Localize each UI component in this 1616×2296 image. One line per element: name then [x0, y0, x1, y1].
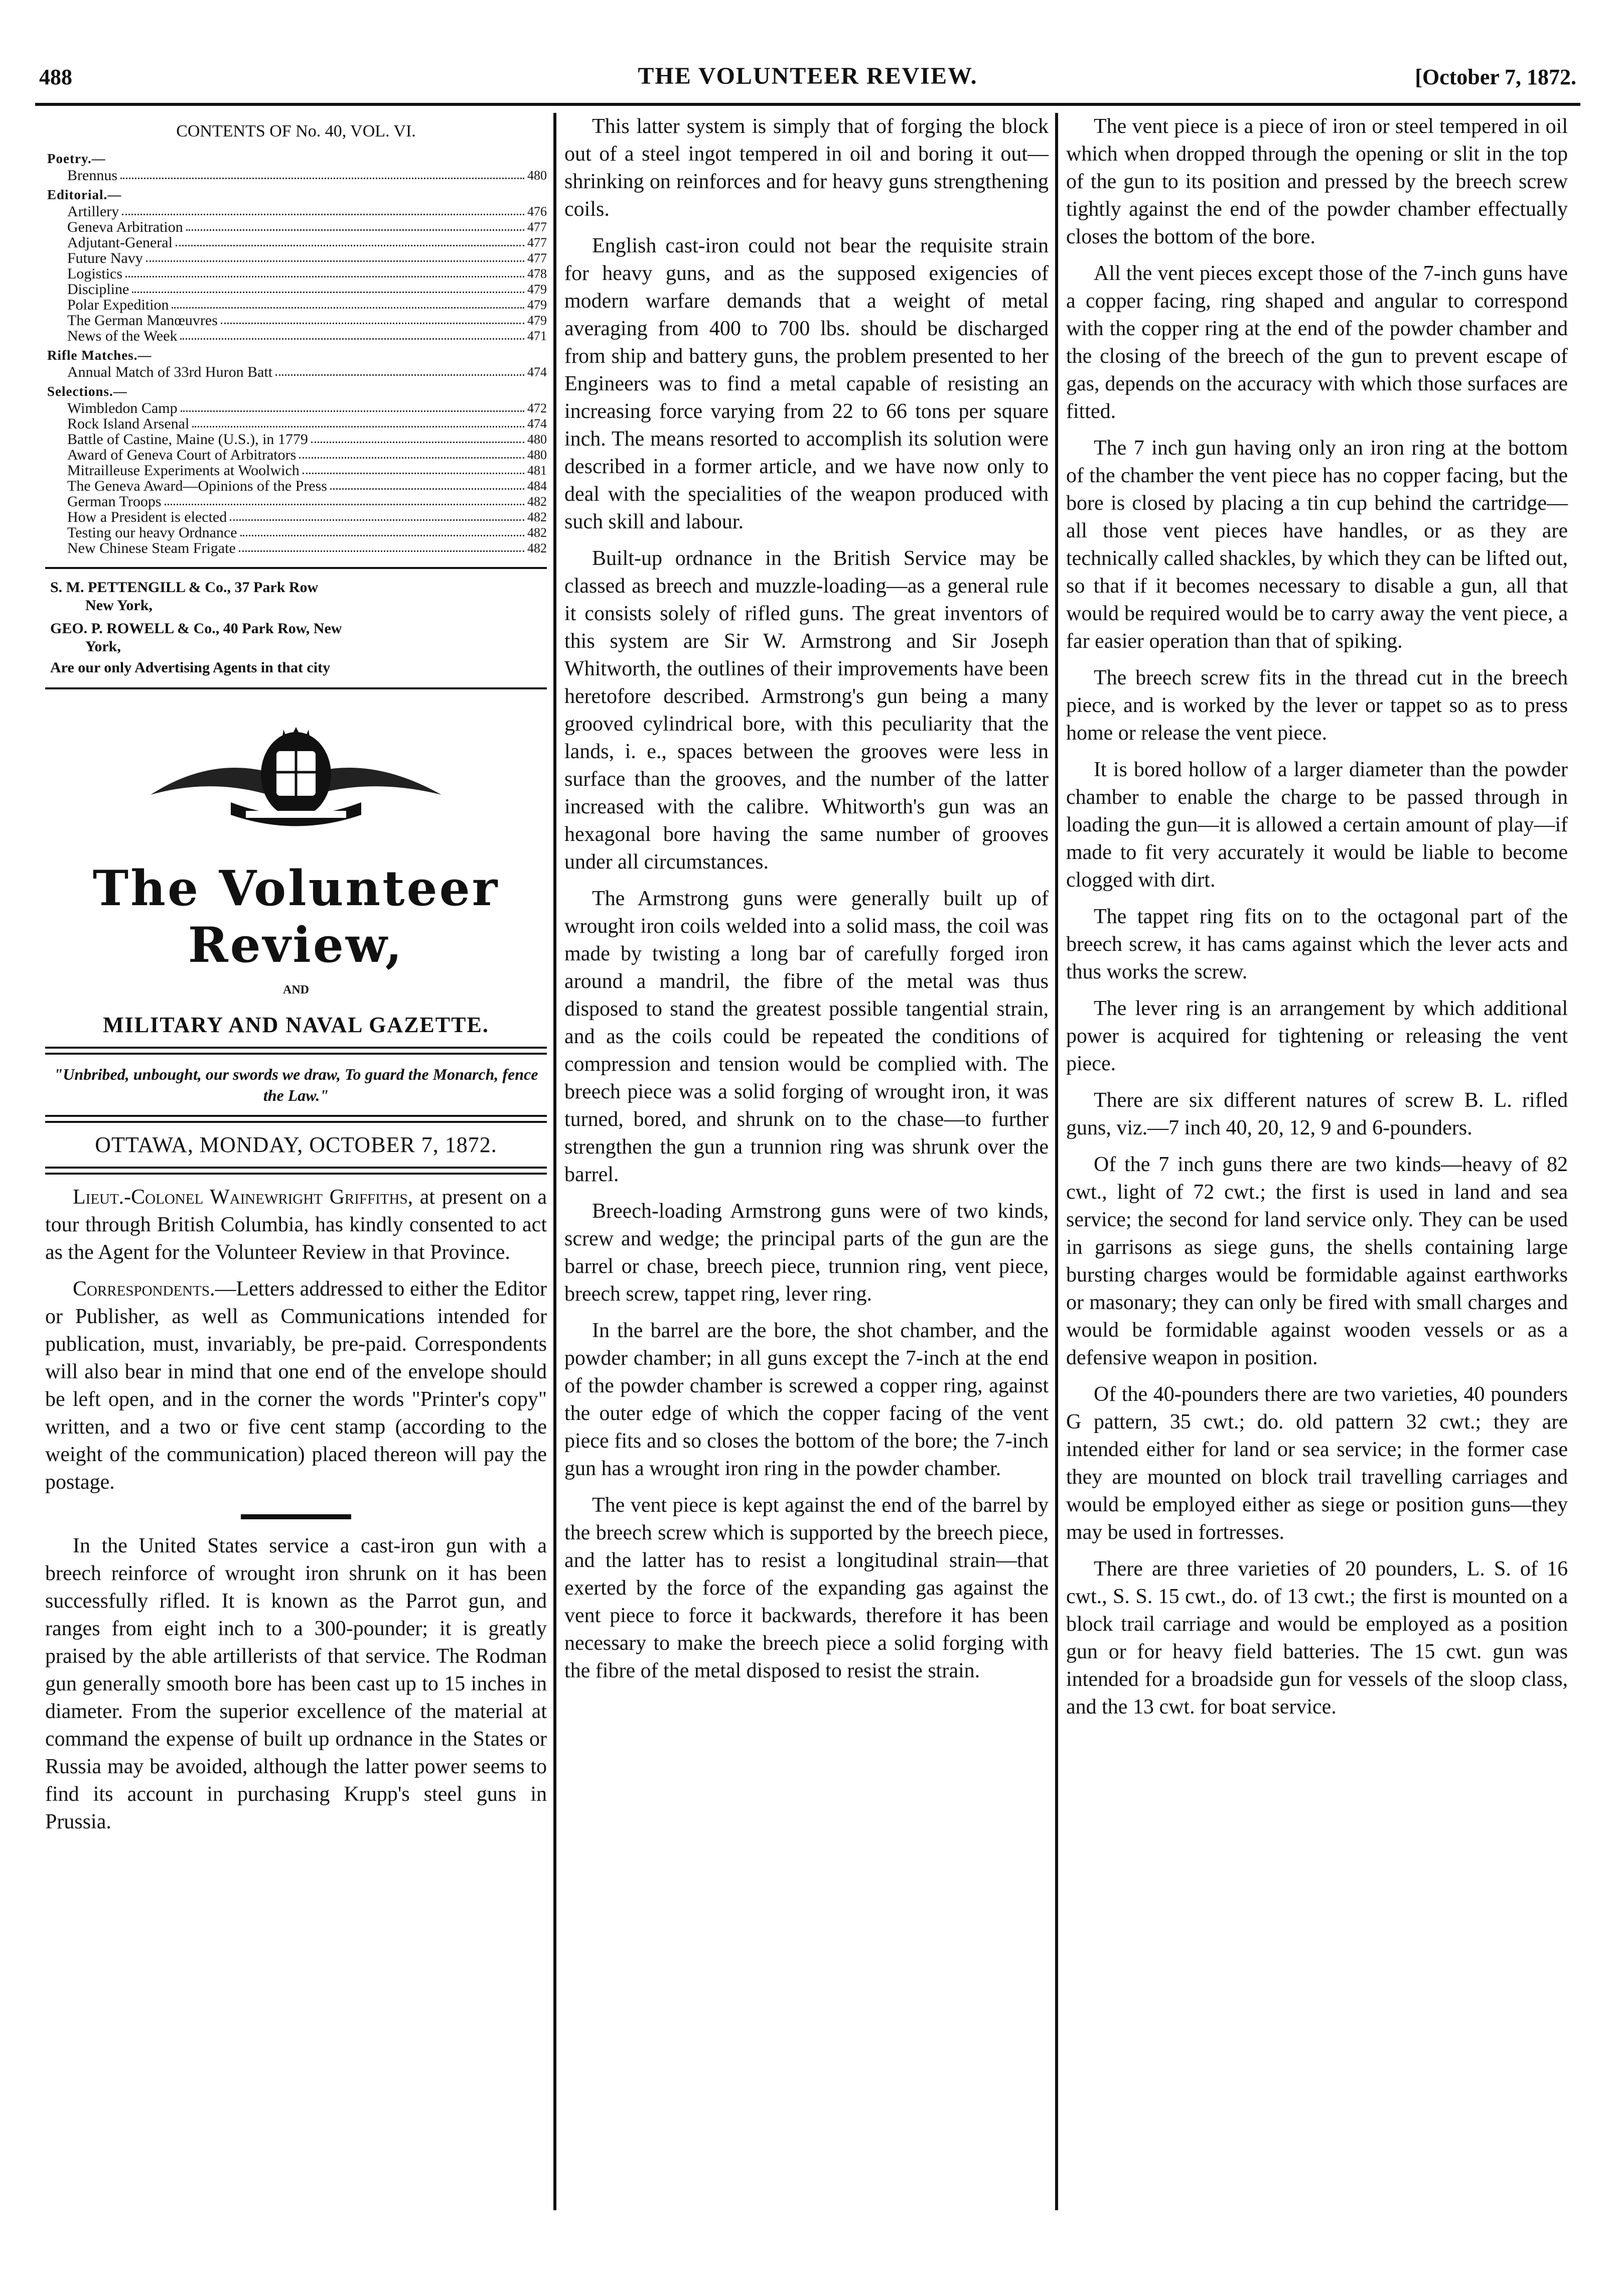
contents-item: Discipline 479 — [67, 281, 547, 298]
article-paragraph: English cast-iron could not bear the requisite strain for heavy guns, and as the supposed exigencies of modern warfare demands that a weight of metal averaging from 400 to 700 lbs. should be discharged from ship and battery guns, the problem presented to her Engineers was to find a metal capable of resisting an increasing force varying from 22 to 66 tons per square inch. The means resorted to accomplish its solution were described in a former article, and we have now only to deal with the specialities of the weapon produced with such skill and labour. — [564, 234, 1049, 533]
double-rule — [45, 1167, 547, 1175]
contents-item: Logistics 478 — [67, 265, 547, 282]
contents-item: Annual Match of 33rd Huron Batt 474 — [67, 364, 547, 380]
masthead-and: AND — [283, 983, 309, 996]
contents-title: CONTENTS OF No. 40, VOL. VI. — [176, 122, 416, 140]
article-paragraph: Breech-loading Armstrong guns were of two kinds, screw and wedge; the principal parts of the gun are the barrel or chase, breech piece, trunnion ring, vent piece, breech screw, tappet ring, lever ring. — [564, 1200, 1049, 1306]
column-3 — [1066, 113, 1568, 1730]
agent-line: New York, — [85, 597, 153, 614]
article-paragraph: Of the 40-pounders there are two varieties, 40 pounders G pattern, 35 cwt.; do. old pattern 32 cwt.; they are intended either for land or sea service; in the former case they are mounted on block trail travelling carriages and would be employed either as siege or position guns—they may be used in fortresses. — [1066, 1383, 1568, 1544]
page-header — [35, 60, 1580, 105]
contents-item: Award of Geneva Court of Arbitrators 480 — [67, 447, 547, 463]
contents-item: New Chinese Steam Frigate 482 — [67, 540, 547, 556]
contents-item: News of the Week 471 — [67, 328, 547, 344]
contents-item: Testing our heavy Ordnance 482 — [67, 524, 547, 541]
notice-body: at present on a tour through British Columbia, has kindly consented to act as the Agent for the Volunteer Review in that Province. — [45, 1186, 547, 1264]
masthead-subtitle: MILITARY AND NAVAL GAZETTE. — [103, 1013, 489, 1037]
contents-item: German Troops 482 — [67, 493, 547, 510]
notice-paragraph — [45, 1275, 547, 1496]
dateline: OTTAWA, MONDAY, OCTOBER 7, 1872. — [95, 1132, 497, 1157]
masthead-title: The Volunteer Review, — [92, 860, 500, 973]
contents-section-heading: Editorial.— — [47, 187, 122, 202]
article-paragraph: The 7 inch gun having only an iron ring at the bottom of the chamber the vent piece has no copper facing, but the bore is closed by placing a tin cup behind the cartridge—all those vent pieces have handles, or as they are technically called shackles, by which they can be lifted out, so that if it becomes necessary to disable a gun, all that would be required would be to carry away the vent piece, a far easier operation than that of spiking. — [1066, 437, 1568, 653]
running-title: THE VOLUNTEER REVIEW. — [638, 63, 978, 89]
article-paragraph: In the barrel are the bore, the shot chamber, and the powder chamber; in all guns except the 7-inch at the end of the powder chamber is screwed a copper ring, against the outer edge of which the copper facing of the vent piece fits and so closes the bottom of the bore; the 7-inch gun has a wrought iron ring in the powder chamber. — [564, 1319, 1049, 1480]
contents-section-heading: Selections.— — [47, 384, 127, 399]
agent-line: York, — [85, 638, 121, 655]
column-rule — [1055, 113, 1058, 2210]
royal-crest-icon — [140, 720, 452, 835]
contents-section-heading: Rifle Matches.— — [47, 348, 152, 363]
article-paragraph: The vent piece is a piece of iron or steel tempered in oil which when dropped through the opening or slit in the top of the gun to its position and pressed by the breech screw tightly against the end of the powder chamber effectually closes the bottom of the bore. — [1066, 115, 1568, 248]
notice-lead: Lieut.-Colonel Wainewright Griffiths, — [73, 1186, 413, 1209]
double-rule — [45, 1115, 547, 1123]
notice-lead: Correspondents. — [73, 1277, 215, 1301]
contents-item: Mitrailleuse Experiments at Woolwich 481 — [67, 462, 547, 479]
agent-line: S. M. PETTENGILL & Co., 37 Park Row — [50, 579, 319, 596]
section-rule — [45, 687, 547, 689]
column-rule — [553, 113, 556, 2210]
notice-body: —Letters addressed to either the Editor or Publisher, as well as Communications intended for publication, must, invariably, be pre-paid. Correspondents will also bear in mind that one end of the envelope should be left open, and in the corner the words "Printer's copy" written, and a two or five cent stamp (according to the weight of the communication) placed thereon will pay the postage. — [45, 1277, 547, 1494]
contents-item: Artillery 476 — [67, 203, 547, 220]
article-paragraph: The vent piece is kept against the end of the barrel by the breech screw which is supported by the breech piece, and the latter has to resist a longitudinal strain—that exerted by the force of the expanding gas against the vent piece to force it backwards, therefore it has been necessary to make the breech piece a solid forging with the fibre of the metal disposed to resist the strain. — [564, 1494, 1049, 1682]
contents-list — [67, 364, 547, 380]
contents-item: How a President is elected 482 — [67, 509, 547, 525]
issue-date: [October 7, 1872. — [1415, 65, 1576, 89]
double-rule — [45, 1047, 547, 1055]
contents-item: Polar Expedition 479 — [67, 297, 547, 313]
motto: "Unbribed, unbought, our swords we draw, To guard the Monarch, fence the Law." — [54, 1065, 538, 1104]
article-paragraph: The Armstrong guns were generally built up of wrought iron coils welded into a solid mass, the coil was made by twisting a long bar of carefully forged iron around a mandril, the fibre of the metal was thus disposed to stand the greatest possible tangential strain, and as the coils could be repeated the conditions of compression and tension would be complied with. The breech piece was a solid forging of wrought iron, it was turned, bored, and shrunk on to the chase—to further strengthen the gun a trunnion ring was shrunk over the barrel. — [564, 887, 1049, 1186]
decorative-rule — [241, 1514, 351, 1519]
contents-item: Geneva Arbitration 477 — [67, 219, 547, 235]
contents-list — [67, 400, 547, 556]
contents-section-heading: Poetry.— — [47, 151, 106, 166]
article-paragraph: In the United States service a cast-iron gun with a breech reinforce of wrought iron shrunk on it has been successfully rifled. It is known as the Parrot gun, and ranges from eight inch to a 300-pounder; it is greatly praised by the able artillerists of that service. The Rodman gun generally smooth bore has been cast up to 15 inches in diameter. From the superior excellence of the material at command the expense of built up ordnance in the States or Russia may be avoided, although the latter power seems to find its account in purchasing Krupp's steel guns in Prussia. — [45, 1534, 547, 1833]
article-paragraph: The tappet ring fits on to the octagonal part of the breech screw, it has cams against which the lever acts and thus works the screw. — [1066, 905, 1568, 983]
article-paragraph: All the vent pieces except those of the 7-inch guns have a copper facing, ring shaped and angular to correspond with the copper ring at the end of the powder chamber and the closing of the breech of the gun to prevent escape of gas, depends on the accuracy with which those surfaces are fitted. — [1066, 262, 1568, 423]
agent-line: GEO. P. ROWELL & Co., 40 Park Row, New — [50, 620, 342, 637]
article-paragraph: It is bored hollow of a larger diameter than the powder chamber to enable the charge to be passed through in loading the gun—it is allowed a certain amount of play—if made to fit very accurately it would be liable to become clogged with dirt. — [1066, 758, 1568, 892]
contents-item: The Geneva Award—Opinions of the Press 484 — [67, 478, 547, 494]
article-paragraph: There are three varieties of 20 pounders, L. S. of 16 cwt., S. S. 15 cwt., do. of 13 cwt.; the first is mounted on a block trail carriage and would be employed as a position gun or for heavy field batteries. The 15 cwt. gun was intended for a broadside gun for vessels of the sloop class, and the 13 cwt. for boat service. — [1066, 1557, 1568, 1718]
contents-item: Battle of Castine, Maine (U.S.), in 1779 480 — [67, 431, 547, 448]
page-number: 488 — [39, 65, 72, 89]
column-2 — [564, 113, 1049, 1694]
article-paragraph: Built-up ordnance in the British Service may be classed as breech and muzzle-loading—as a general rule it consists solely of rifled guns. The great inventors of this system are Sir W. Armstrong and Sir Joseph Whitworth, the outlines of their improvements have been heretofore described. Armstrong's gun being a many grooved cylindrical bore, with this peculiarity that the lands, i. e., spaces between the grooves were less in surface than the grooves, and the number of the latter increased with the calibre. Whitworth's gun was an hexagonal bore having the same number of grooves under all circumstances. — [564, 547, 1049, 874]
notice-paragraph — [45, 1184, 547, 1266]
contents-item: Brennus 480 — [67, 167, 547, 184]
contents-item: The German Manœuvres 479 — [67, 312, 547, 329]
contents-list — [67, 204, 547, 344]
contents-item: Rock Island Arsenal 474 — [67, 415, 547, 432]
article-paragraph: The lever ring is an arrangement by which additional power is acquired for tightening or releasing the vent piece. — [1066, 997, 1568, 1075]
article-paragraph: Of the 7 inch guns there are two kinds—heavy of 82 cwt., light of 72 cwt.; the first is used in land and sea service; the second for land service only. They can be used in garrisons as siege guns, the shells containing large bursting charges would be formidable against earthworks or masonary; they can only be fired with small charges and would be formidable against wooden vessels or as a defensive weapon in position. — [1066, 1153, 1568, 1369]
contents-item: Wimbledon Camp 472 — [67, 400, 547, 416]
article-paragraph: The breech screw fits in the thread cut in the breech piece, and is worked by the lever or tappet so as to press home or release the vent piece. — [1066, 666, 1568, 745]
header-rule — [35, 103, 1580, 106]
article-paragraph: This latter system is simply that of forging the block out of a steel ingot tempered in oil and boring it out—shrinking on reinforces and for heavy guns strengthening coils. — [564, 115, 1049, 221]
section-rule — [45, 567, 547, 569]
contents-item: Future Navy 477 — [67, 250, 547, 266]
contents-item: Adjutant-General 477 — [67, 234, 547, 251]
column-1 — [45, 113, 547, 1845]
agent-line: Are our only Advertising Agents in that city — [50, 659, 331, 676]
contents-list — [67, 168, 547, 183]
article-paragraph: There are six different natures of screw B. L. rifled guns, viz.—7 inch 40, 20, 12, 9 and 6-pounders. — [1066, 1089, 1568, 1139]
